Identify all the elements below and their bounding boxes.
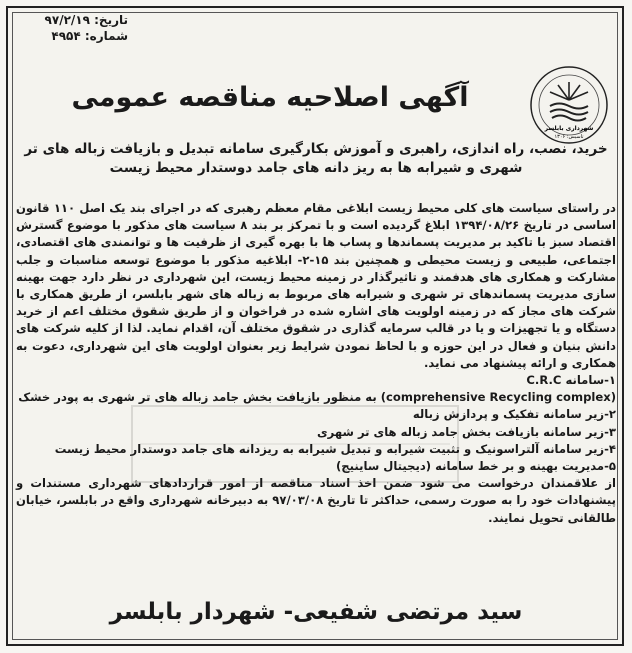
logo-founded: تاسیس: ۱۳۰۶ <box>554 134 584 140</box>
body-closing: از علاقمندان درخواست می شود ضمن اخذ اسناد مناقصه از امور قراردادهای شهرداری مستندات و پیشنهادات خود را به صورت رسمی، حداکثر تا تاریخ ۹۷/۰۳/۰۸ به دبیرخانه شهرداری واقع در بابلسر، خیابان طالقانی تحویل نمایند. <box>16 476 616 525</box>
notice-body <box>16 200 616 527</box>
body-item-5: ۵-مدیریت بهینه و بر خط سامانه (دیجیتال ساینیج) <box>336 459 616 474</box>
notice-title: آگهی اصلاحیه مناقصه عمومی <box>71 82 469 113</box>
notice-number: شماره: ۴۹۵۴ <box>51 29 128 43</box>
notice-date: تاریخ: ۹۷/۲/۱۹ <box>44 13 128 27</box>
item1-rest: به منظور بازیافت بخش جامد زباله های تر شهری به پودر خشک <box>18 390 377 405</box>
body-item-3: ۳-زیر سامانه بازیافت بخش جامد زباله های تر شهری <box>317 424 616 439</box>
body-item-2: ۲-زیر سامانه تفکیک و پردازش زباله <box>412 407 616 422</box>
body-item-1-detail <box>16 389 616 406</box>
item1-code: C.R.C <box>526 373 562 388</box>
municipality-logo <box>528 64 610 146</box>
notice-subtitle: خرید، نصب، راه اندازی، راهبری و آموزش بکارگیری سامانه تبدیل و بازیافت زباله های تر شهری و شیرابه ها به ریز دانه های جامد دوستدار محیط زیست <box>24 141 608 176</box>
body-item-1 <box>16 372 616 389</box>
body-intro: در راستای سیاست های کلی محیط زیست ابلاغی مقام معظم رهبری که در اجرای بند یک اصل ۱۱۰ قانون اساسی در تاریخ ۱۳۹۴/۰۸/۲۶ ابلاغ گردیده است و با تمرکز بر بند ۸ سیاست های مذکور با موضوع گسترش اقتصاد سبز با تاکید بر مدیریت پسماندها و پساب ها با بهره گیری از ظرفیت ها و توانمندی های اقتصادی، اجتماعی، طبیعی و زیست محیطی و همچنین بند ۱۵-۲- ابلاغیه مذکور با موضوع توسعه مناسبات و جلب مشارکت و همکاری های هدفمند و تاثیرگذار در زمینه محیط زیست، این شهرداری در نظر دارد جهت بهینه سازی مدیریت پسماندهای تر شهری و شیرابه های مربوط به زباله های شهر بابلسر، از طریق همکاری با شرکت های مجاز که در زمینه اولویت های اشاره شده در فراخوان و از طریق شقوق مختلف اعم از خرید دستگاه و یا تجهیزات و یا در قالب سرمایه گذاری در شقوق مختلف آن، اقدام نماید. لذا از کلیه شرکت های دانش بنیان و فعال در این حوزه و با لحاظ نمودن شرایط زیر بعنوان اولویت های این شهرداری، دعوت به همکاری و ارائه پیشنهاد می نماید. <box>16 201 617 370</box>
notice-signature: سید مرتضی شفیعی- شهردار بابلسر <box>109 599 523 625</box>
item1-prefix: ۱-سامانه <box>565 373 616 388</box>
logo-caption: شهرداری بابلسر <box>544 125 594 132</box>
body-item-4: ۴-زیر سامانه آلتراسونیک و تثبیت شیرابه و تبدیل شیرابه به ریزدانه های جامد دوستدار محیط زیست <box>54 441 616 456</box>
item1-latin: (comprehensive Recycling complex) <box>380 390 616 405</box>
notice-meta <box>18 12 128 44</box>
